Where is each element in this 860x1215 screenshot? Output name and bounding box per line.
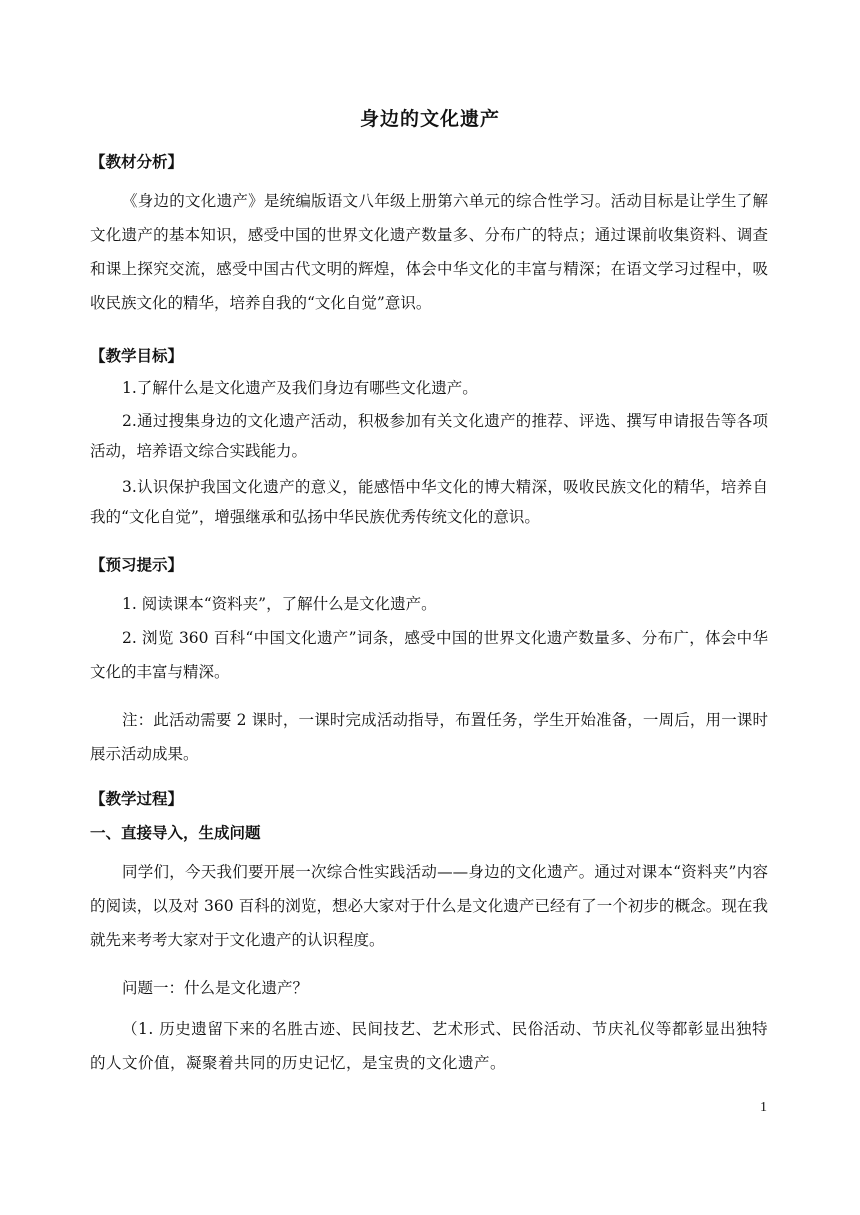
analysis-paragraph: 《身边的文化遗产》是统编版语文八年级上册第六单元的综合性学习。活动目标是让学生了解文化遗产的基本知识，感受中国的世界文化遗产数量多、分布广的特点；通过课前收集资料、调查和课上探究交流，感受中国古代文明的辉煌，体会中华文化的丰富与精深；在语文学习过程中，吸收民族文化的精华，培养自我的“文化自觉”意识。	[90, 192, 768, 312]
preview-item-1: 1. 阅读课本“资料夹”，了解什么是文化遗产。	[122, 595, 437, 613]
heading-goals: 【教学目标】	[90, 347, 184, 365]
heading-process: 【教学过程】	[90, 790, 184, 808]
heading-preview: 【预习提示】	[90, 556, 184, 574]
question-one: 问题一：什么是文化遗产？	[122, 979, 309, 997]
goal-item-2: 2.通过搜集身边的文化遗产活动，积极参加有关文化遗产的推荐、评选、撰写申请报告等各项活动，培养语文综合实践能力。	[90, 412, 768, 460]
preview-note: 注：此活动需要 2 课时，一课时完成活动指导，布置任务，学生开始准备，一周后，用一课时展示活动成果。	[90, 711, 768, 763]
goal-item-3: 3.认识保护我国文化遗产的意义，能感悟中华文化的博大精深，吸收民族文化的精华，培养自我的“文化自觉”，增强继承和弘扬中华民族优秀传统文化的意识。	[90, 478, 768, 526]
process-subheading: 一、直接导入，生成问题	[90, 824, 261, 842]
goal-item-1: 1.了解什么是文化遗产及我们身边有哪些文化遗产。	[122, 379, 478, 397]
page-number: 1	[760, 1100, 767, 1115]
preview-item-2: 2. 浏览 360 百科“中国文化遗产”词条，感受中国的世界文化遗产数量多、分布广，体会中华文化的丰富与精深。	[90, 629, 768, 681]
answer-one: （1. 历史遗留下来的名胜古迹、民间技艺、艺术形式、民俗活动、节庆礼仪等都彰显出独特的人文价值，凝聚着共同的历史记忆，是宝贵的文化遗产。	[90, 1020, 768, 1072]
page-title: 身边的文化遗产	[359, 108, 500, 130]
heading-analysis: 【教材分析】	[90, 153, 184, 171]
process-intro: 同学们，今天我们要开展一次综合性实践活动——身边的文化遗产。通过对课本“资料夹”内容的阅读，以及对 360 百科的浏览，想必大家对于什么是文化遗产已经有了一个初步的概念。现在我就先来考考大家对于文化遗产的认识程度。	[90, 863, 768, 949]
